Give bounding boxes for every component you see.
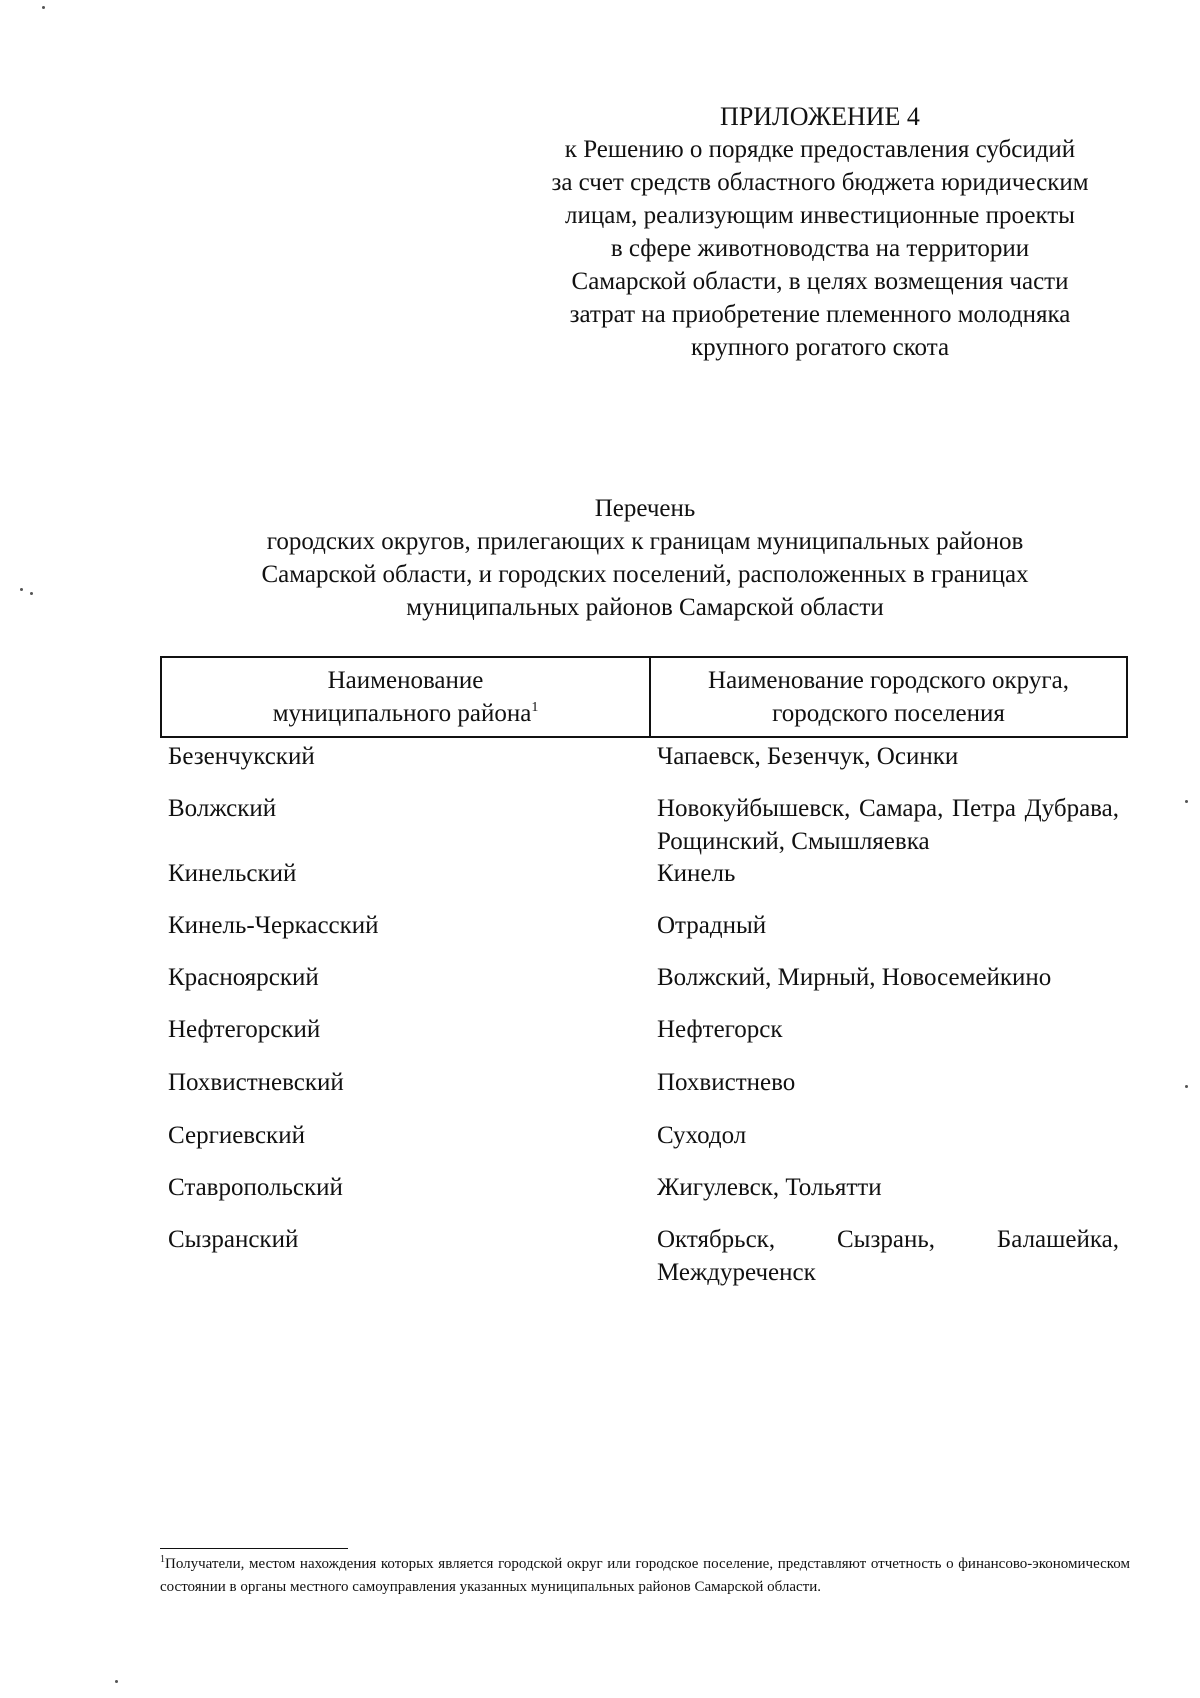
header-text [162, 697, 649, 730]
scan-speck [1185, 1085, 1188, 1088]
appendix-line: в сфере животноводства на территории [610, 235, 1030, 262]
district-name: Нефтегорский [168, 1016, 321, 1043]
district-name: Волжский [168, 795, 277, 822]
appendix-line: затрат на приобретение племенного молодняка [569, 301, 1071, 328]
document-title [160, 492, 1130, 624]
footnote-mark: 1 [160, 1554, 165, 1565]
header-text: муниципального района [272, 700, 532, 727]
district-name: Красноярский [168, 964, 319, 991]
city-names: Отрадный [657, 912, 767, 939]
header-cell-district [162, 658, 651, 736]
district-name: Сергиевский [168, 1122, 305, 1149]
city-names: Чапаевск, Безенчук, Осинки [657, 743, 959, 770]
appendix-line: Самарской области, в целях возмещения части [571, 268, 1069, 295]
city-names: Суходол [657, 1122, 747, 1149]
scan-speck [115, 1680, 118, 1683]
footnote-divider [160, 1548, 348, 1549]
footnote-text: Получатели, местом нахождения которых является городской округ или городское поселение, представляют отчетность о финансово-экономическом состоянии в органы местного самоуправления указанных муниципальных районов Самарской области. [160, 1556, 1130, 1595]
district-name: Ставропольский [168, 1174, 343, 1201]
city-names: Новокуйбышевск, Самара, Петра Дубрава, Рощинский, Смышляевка [657, 795, 1119, 855]
city-names: Похвистнево [657, 1069, 796, 1096]
appendix-line: лицам, реализующим инвестиционные проекты [565, 202, 1075, 229]
city-names: Жигулевск, Тольятти [657, 1174, 882, 1201]
header-text: Наименование городского округа, [708, 667, 1069, 694]
title-line: муниципальных районов Самарской области [406, 594, 884, 621]
scan-speck [20, 588, 23, 591]
title-line: Перечень [594, 495, 696, 522]
city-names: Кинель [657, 860, 736, 887]
appendix-block [520, 100, 1120, 364]
appendix-line: за счет средств областного бюджета юридическим [551, 169, 1089, 196]
district-name: Сызранский [168, 1226, 299, 1253]
appendix-heading: ПРИЛОЖЕНИЕ 4 [720, 102, 920, 131]
title-line: городских округов, прилегающих к границам муниципальных районов [266, 528, 1024, 555]
district-name: Кинель-Черкасский [168, 912, 379, 939]
district-name: Похвистневский [168, 1069, 344, 1096]
district-name: Кинельский [168, 860, 297, 887]
city-names: Октябрьск, Сызрань, Балашейка, Междуреченск [657, 1226, 1119, 1286]
header-text: городского поселения [772, 700, 1005, 727]
scan-speck [30, 592, 33, 595]
table-header [160, 656, 1128, 738]
city-names: Волжский, Мирный, Новосемейкино [657, 964, 1052, 991]
footnote [160, 1553, 1130, 1599]
appendix-line: к Решению о порядке предоставления субсидий [564, 136, 1076, 163]
district-name: Безенчукский [168, 743, 315, 770]
appendix-line: крупного рогатого скота [690, 334, 950, 361]
header-text: Наименование [327, 667, 484, 694]
scan-speck [1185, 800, 1188, 803]
title-line: Самарской области, и городских поселений, расположенных в границах [261, 561, 1029, 588]
city-names: Нефтегорск [657, 1016, 783, 1043]
header-cell-city [651, 658, 1126, 736]
footnote-mark: 1 [531, 700, 539, 715]
scan-speck [42, 6, 45, 9]
